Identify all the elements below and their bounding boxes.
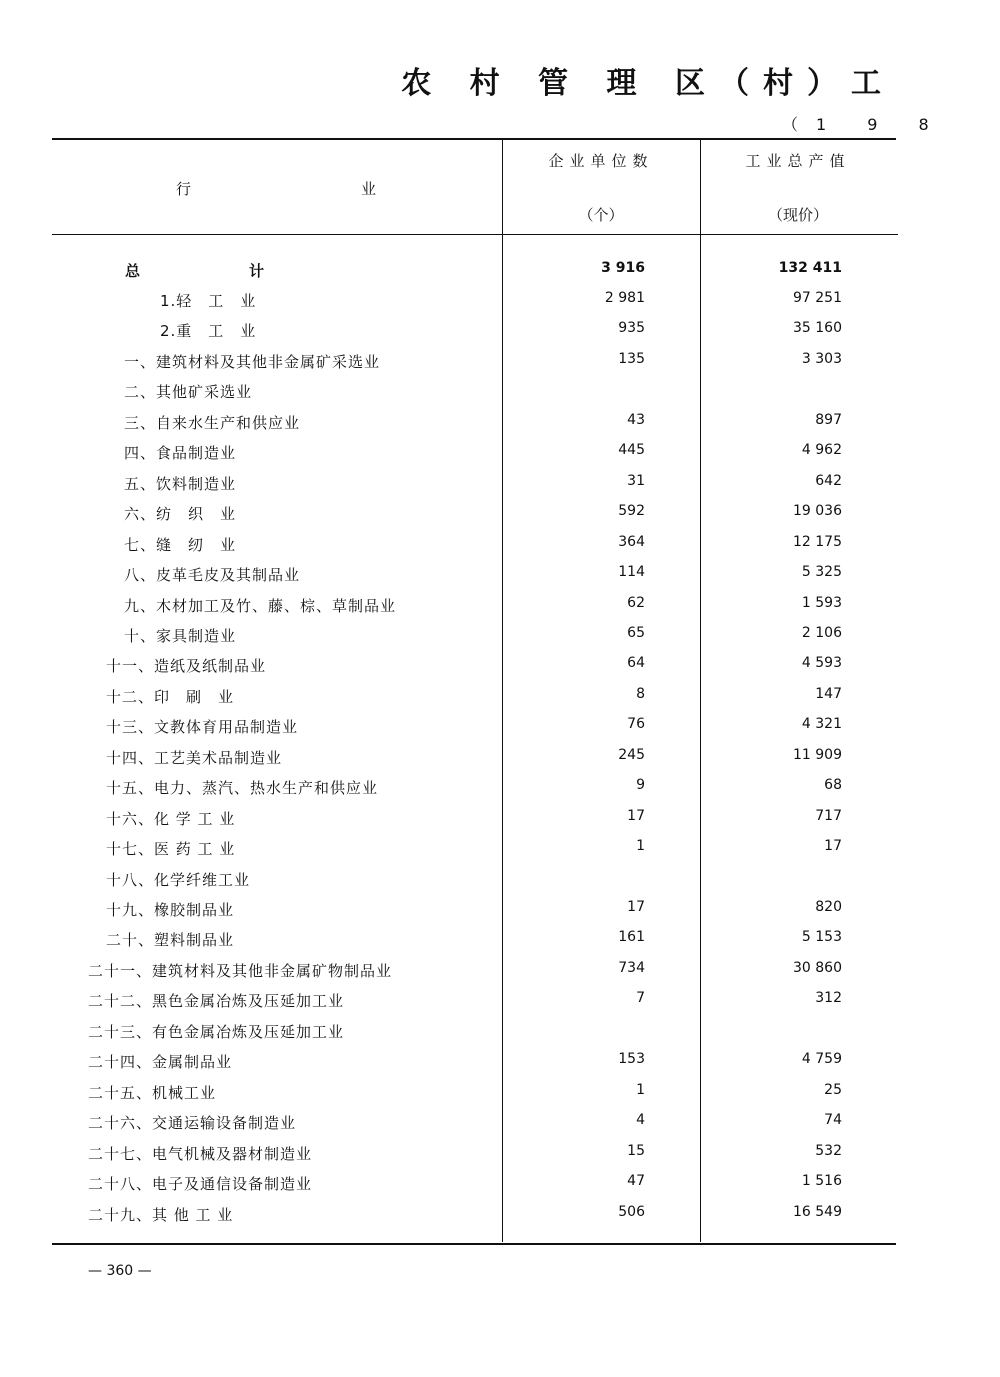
industry-name: 十二、印 刷 业 [106, 687, 235, 706]
table-row [0, 503, 1000, 533]
enterprise-count: 17 [627, 899, 645, 915]
table-row [0, 534, 1000, 564]
table-row [0, 1021, 1000, 1051]
industry-name: 2.重 工 业 [160, 322, 257, 341]
gross-output: 30 860 [793, 959, 842, 976]
table-row [0, 442, 1000, 472]
gross-output: 5 325 [801, 564, 842, 581]
total-row [0, 260, 1000, 290]
enterprise-count: 76 [627, 716, 645, 733]
industry-name: 二十六、交通运输设备制造业 [88, 1114, 297, 1133]
gross-output: 25 [824, 1081, 842, 1098]
industry-name: 二十三、有色金属冶炼及压延加工业 [88, 1022, 345, 1041]
enterprise-count: 31 [627, 472, 645, 489]
gross-output: 19 036 [793, 503, 842, 520]
header-industry [176, 178, 376, 199]
enterprise-count: 2 981 [604, 290, 645, 306]
gross-output: 12 175 [793, 533, 842, 550]
industry-name: 八、皮革毛皮及其制品业 [124, 566, 301, 585]
industry-name: 十一、造纸及纸制品业 [106, 657, 267, 676]
gross-output: 11 909 [793, 746, 842, 763]
table-row [0, 777, 1000, 807]
header-enterprise-count: 企业单位数 [548, 152, 654, 170]
enterprise-count: 65 [627, 624, 645, 641]
enterprise-count: 9 [636, 777, 645, 794]
enterprise-count: 364 [618, 533, 645, 550]
industry-name: 十八、化学纤维工业 [106, 870, 251, 889]
industry-name: 二十四、金属制品业 [88, 1053, 233, 1072]
table-row [0, 412, 1000, 442]
industry-name: 二十、塑料制品业 [106, 931, 235, 950]
industry-name: 二十一、建筑材料及其他非金属矿物制品业 [88, 961, 393, 980]
industry-name: 十六、化 学 工 业 [106, 809, 236, 828]
industry-name: 二十九、其 他 工 业 [88, 1205, 234, 1224]
gross-output: 820 [815, 899, 842, 915]
table-row [0, 808, 1000, 838]
gross-output: 35 160 [793, 320, 842, 337]
industry-name: 十四、工艺美术品制造业 [106, 748, 283, 767]
enterprise-count: 1 [636, 838, 645, 855]
table-top-rule [52, 138, 896, 140]
table-row [0, 473, 1000, 503]
table-row [0, 990, 1000, 1020]
enterprise-count: 153 [618, 1051, 645, 1068]
table-row [0, 655, 1000, 685]
total-label-char-2: 计 [248, 262, 265, 280]
table-row [0, 595, 1000, 625]
gross-output: 4 593 [801, 655, 842, 672]
industry-name: 二、其他矿采选业 [124, 383, 253, 402]
table-row [0, 1051, 1000, 1081]
industry-name: 五、饮料制造业 [124, 474, 237, 493]
table-row [0, 960, 1000, 990]
enterprise-count: 445 [618, 442, 645, 459]
gross-output: 1 593 [801, 594, 842, 611]
gross-output: 1 516 [801, 1173, 842, 1190]
header-industry-char-1: 行 [176, 180, 192, 198]
industry-name: 十、家具制造业 [124, 626, 237, 645]
enterprise-count: 64 [627, 655, 645, 672]
gross-output: 147 [815, 685, 842, 702]
page-subtitle-year: （1 9 8 [782, 115, 947, 134]
table-row [0, 747, 1000, 777]
enterprise-count: 114 [618, 564, 645, 581]
table-row [0, 686, 1000, 716]
enterprise-count: 135 [618, 350, 645, 367]
industry-name: 九、木材加工及竹、藤、棕、草制品业 [124, 596, 397, 615]
page-title: 农 村 管 理 区（村）工 [401, 66, 895, 101]
table-row [0, 1204, 1000, 1234]
enterprise-count: 4 [636, 1112, 645, 1129]
table-row [0, 320, 1000, 350]
gross-output: 97 251 [793, 290, 842, 306]
enterprise-count: 1 [636, 1081, 645, 1098]
enterprise-count: 62 [627, 594, 645, 611]
table-row [0, 838, 1000, 868]
industry-name: 一、建筑材料及其他非金属矿采选业 [124, 352, 381, 371]
table-row [0, 1112, 1000, 1142]
table-row [0, 381, 1000, 411]
enterprise-count: 7 [636, 990, 645, 1007]
total-output: 132 411 [778, 260, 842, 276]
gross-output: 4 759 [801, 1051, 842, 1068]
gross-output: 68 [824, 777, 842, 794]
gross-output: 2 106 [801, 624, 842, 641]
header-enterprise-count-unit: （个） [578, 206, 624, 224]
industry-name: 四、食品制造业 [124, 444, 237, 463]
gross-output: 532 [815, 1142, 842, 1159]
enterprise-count: 43 [627, 411, 645, 428]
industry-name: 七、缝 纫 业 [124, 535, 237, 554]
table-row [0, 716, 1000, 746]
gross-output: 642 [815, 472, 842, 489]
gross-output: 717 [815, 807, 842, 824]
enterprise-count: 17 [627, 807, 645, 824]
industry-name: 1.轻 工 业 [160, 292, 257, 310]
gross-output: 897 [815, 411, 842, 428]
gross-output: 16 549 [793, 1203, 842, 1220]
table-row [0, 1082, 1000, 1112]
table-row [0, 351, 1000, 381]
industry-name: 十七、医 药 工 业 [106, 840, 236, 859]
table-row [0, 869, 1000, 899]
industry-name: 十五、电力、蒸汽、热水生产和供应业 [106, 779, 379, 798]
total-label-char-1: 总 [125, 262, 142, 280]
industry-name: 六、纺 织 业 [124, 505, 237, 524]
enterprise-count: 47 [627, 1173, 645, 1190]
table-row [0, 929, 1000, 959]
industry-name: 二十七、电气机械及器材制造业 [88, 1144, 313, 1163]
table-row [0, 899, 1000, 929]
table-header-rule [52, 234, 898, 235]
header-gross-output-unit: （现价） [767, 206, 828, 224]
gross-output: 4 321 [801, 716, 842, 733]
page-number: — 360 — [88, 1263, 152, 1279]
industry-name: 十三、文教体育用品制造业 [106, 718, 299, 737]
gross-output: 5 153 [801, 929, 842, 946]
table-row [0, 1143, 1000, 1173]
industry-name: 十九、橡胶制品业 [106, 901, 235, 919]
enterprise-count: 734 [618, 959, 645, 976]
table-row [0, 564, 1000, 594]
total-count: 3 916 [601, 260, 645, 276]
table-row [0, 1173, 1000, 1203]
gross-output: 74 [824, 1112, 842, 1129]
table-bottom-rule [52, 1243, 896, 1245]
industry-name: 二十二、黑色金属冶炼及压延加工业 [88, 992, 345, 1011]
enterprise-count: 935 [618, 320, 645, 337]
industry-name: 二十五、机械工业 [88, 1083, 217, 1102]
industry-name: 三、自来水生产和供应业 [124, 413, 301, 432]
header-gross-output: 工业总产值 [745, 152, 851, 170]
gross-output: 17 [824, 838, 842, 855]
gross-output: 4 962 [801, 442, 842, 459]
enterprise-count: 8 [636, 685, 645, 702]
gross-output: 312 [815, 990, 842, 1007]
total-label [125, 260, 265, 281]
enterprise-count: 592 [618, 503, 645, 520]
industry-name: 二十八、电子及通信设备制造业 [88, 1175, 313, 1194]
enterprise-count: 161 [618, 929, 645, 946]
table-row [0, 290, 1000, 320]
enterprise-count: 15 [627, 1142, 645, 1159]
enterprise-count: 506 [618, 1203, 645, 1220]
enterprise-count: 245 [618, 746, 645, 763]
gross-output: 3 303 [801, 350, 842, 367]
header-industry-char-2: 业 [360, 180, 376, 198]
table-row [0, 625, 1000, 655]
